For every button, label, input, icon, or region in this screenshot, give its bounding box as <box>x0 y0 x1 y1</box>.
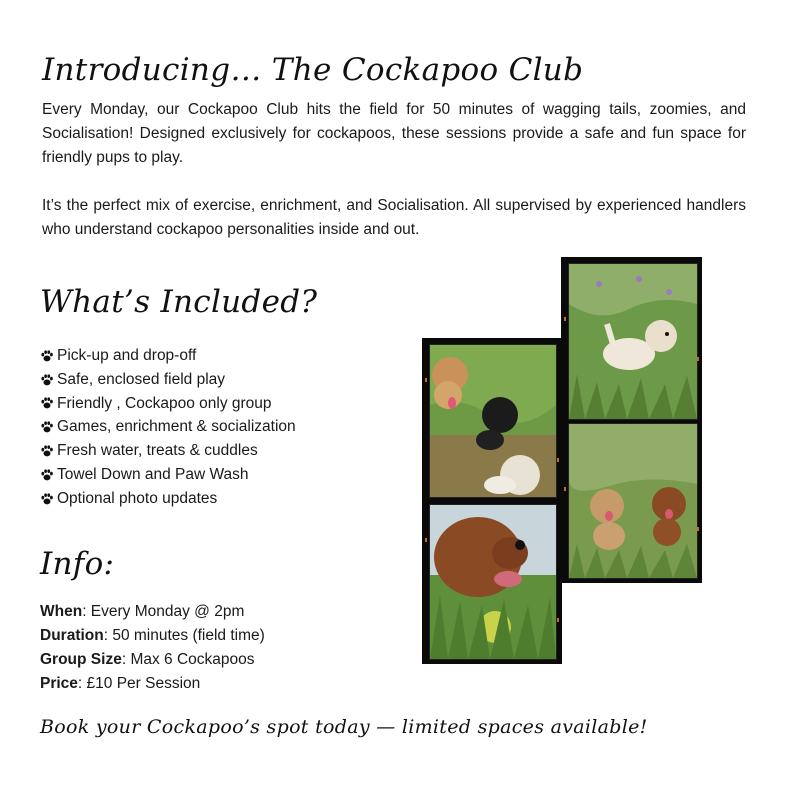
photo-two-dogs <box>568 423 698 579</box>
list-item: Fresh water, treats & cuddles <box>40 439 296 463</box>
intro-paragraph-1: Every Monday, our Cockapoo Club hits the field for 50 minutes of wagging tails, zoomies, and Socialisation! Designed exclusively for cockapoos, these sessions provide a safe and fun space for friendly pups to play. <box>42 101 746 166</box>
paw-icon <box>40 396 54 410</box>
info-when: When: Every Monday @ 2pm <box>40 603 245 620</box>
info-heading: Info: <box>40 546 115 582</box>
included-list <box>40 344 296 511</box>
info-duration: Duration: 50 minutes (field time) <box>40 627 265 644</box>
intro-text <box>42 98 746 266</box>
list-item: Towel Down and Paw Wash <box>40 463 296 487</box>
info-group-size: Group Size: Max 6 Cockapoos <box>40 651 255 668</box>
photo-three-dogs <box>429 344 557 498</box>
paw-icon <box>40 468 54 482</box>
paw-icon <box>40 373 54 387</box>
film-strip-right <box>561 257 702 583</box>
list-item: Optional photo updates <box>40 487 296 511</box>
list-item: Games, enrichment & socialization <box>40 415 296 439</box>
paw-icon <box>40 349 54 363</box>
intro-paragraph-2: It’s the perfect mix of exercise, enrichment, and Socialisation. All supervised by experienced handlers who understand cockapoo personalities inside and out. <box>42 197 746 238</box>
list-item: Safe, enclosed field play <box>40 368 296 392</box>
included-heading: What’s Included? <box>40 284 318 320</box>
list-item: Friendly , Cockapoo only group <box>40 392 296 416</box>
info-list <box>40 600 265 696</box>
paw-icon <box>40 492 54 506</box>
list-item: Pick-up and drop-off <box>40 344 296 368</box>
call-to-action: Book your Cockapoo’s spot today — limited spaces available! <box>40 716 648 738</box>
paw-icon <box>40 444 54 458</box>
info-price: Price: £10 Per Session <box>40 675 201 692</box>
film-strip-left <box>422 338 562 664</box>
page-title: Introducing… The Cockapoo Club <box>42 52 584 88</box>
photo-dog-closeup <box>429 504 557 660</box>
photo-white-dog-running <box>568 263 698 420</box>
paw-icon <box>40 420 54 434</box>
